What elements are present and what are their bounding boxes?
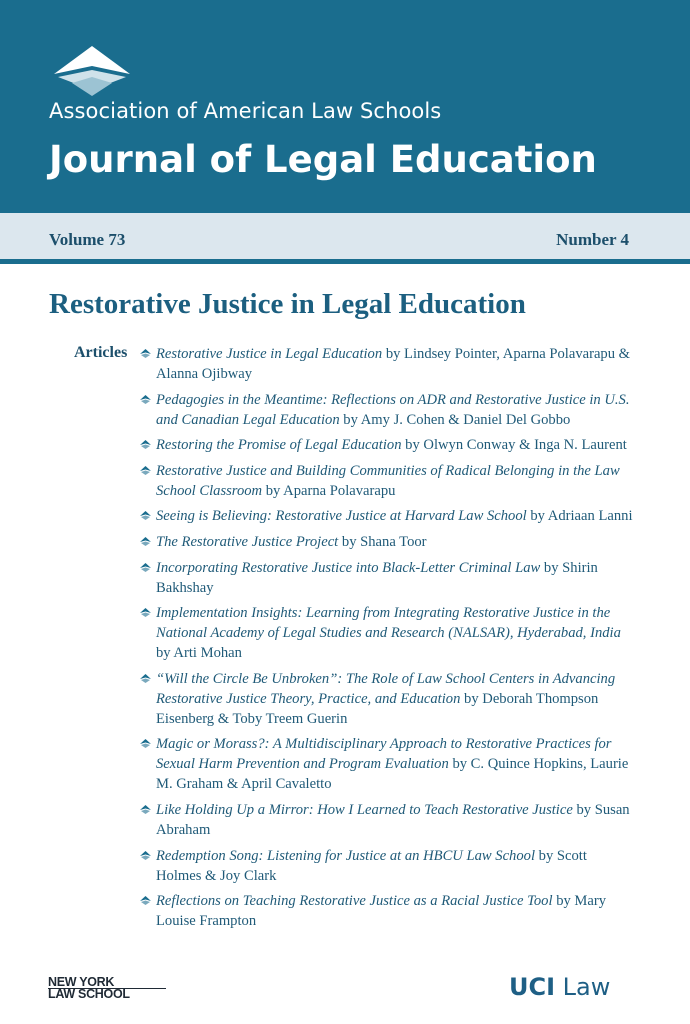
article-authors: by Lindsey Pointer, Aparna Polavarapu & Alanna Ojibway — [156, 346, 631, 382]
article-title: Restorative Justice in Legal Education — [156, 346, 383, 362]
article-item[interactable] — [140, 891, 635, 931]
article-authors: by Scott Holmes & Joy Clark — [156, 847, 587, 884]
article-title: Pedagogies in the Meantime: Reflections on ADR and Restorative Justice in U.S. and Canadian Legal Education — [156, 391, 630, 428]
bullet-icon — [140, 851, 151, 860]
uci-logo-bold: UCI — [509, 973, 556, 1001]
bullet-icon — [140, 805, 151, 814]
uci-law-logo — [509, 973, 610, 1001]
uci-logo-rest: Law — [562, 973, 611, 1001]
article-item[interactable] — [140, 800, 635, 840]
bullet-icon — [140, 896, 151, 905]
number-label: Number 4 — [556, 230, 629, 249]
article-authors: by Aparna Polavarapu — [265, 482, 396, 499]
article-title: Redemption Song: Listening for Justice at an HBCU Law School — [156, 847, 536, 864]
bullet-icon — [140, 608, 151, 617]
article-item[interactable] — [140, 532, 635, 552]
article-authors: by Deborah Thompson Eisenberg & Toby Treem Guerin — [156, 690, 599, 727]
bullet-icon — [140, 537, 151, 546]
bullet-icon — [140, 466, 151, 475]
article-authors: by Susan Abraham — [156, 801, 630, 838]
bullet-icon — [140, 563, 151, 572]
article-title: Seeing is Believing: Restorative Justice at Harvard Law School — [156, 508, 527, 525]
article-title: Restorative Justice and Building Communities of Radical Belonging in the Law School Classroom — [156, 462, 620, 499]
article-title: Like Holding Up a Mirror: How I Learned to Teach Restorative Justice — [156, 801, 573, 818]
article-item[interactable] — [140, 846, 635, 886]
nyls-logo — [48, 977, 166, 1000]
article-title: Restoring the Promise of Legal Education — [156, 437, 402, 454]
article-title: Reflections on Teaching Restorative Justice as a Racial Justice Tool — [156, 893, 553, 910]
article-item[interactable] — [140, 734, 635, 794]
article-authors: by Arti Mohan — [156, 645, 242, 662]
bullet-icon — [140, 739, 151, 748]
article-item[interactable] — [140, 603, 635, 663]
bullet-icon — [140, 440, 151, 449]
association-name: Association of American Law Schools — [49, 99, 442, 123]
article-authors: by Adriaan Lanni — [530, 508, 633, 525]
volume-label: Volume 73 — [49, 230, 126, 249]
article-item[interactable] — [140, 390, 635, 430]
bullet-icon — [140, 674, 151, 683]
book-logo-icon — [52, 44, 132, 98]
article-item[interactable] — [140, 435, 635, 455]
article-title: Incorporating Restorative Justice into Black-Letter Criminal Law — [156, 559, 541, 576]
article-title: “Will the Circle Be Unbroken”: The Role of Law School Centers in Advancing Restorative Justice Theory, Practice, and Education — [156, 670, 616, 707]
article-authors: by Mary Louise Frampton — [156, 893, 607, 930]
nyls-logo-line1: NEW YORK — [48, 975, 115, 989]
article-item[interactable] — [140, 344, 635, 384]
article-authors: by Olwyn Conway & Inga N. Laurent — [405, 437, 627, 454]
article-title: The Restorative Justice Project — [156, 533, 339, 550]
article-title: Magic or Morass?: A Multidisciplinary Approach to Restorative Practices for Sexual Harm Prevention and Program Evaluation — [156, 736, 612, 773]
bullet-icon — [140, 511, 151, 520]
issue-title: Restorative Justice in Legal Education — [49, 288, 526, 320]
bullet-icon — [140, 395, 151, 404]
article-authors: by Amy J. Cohen & Daniel Del Gobbo — [343, 411, 571, 428]
bullet-icon — [140, 349, 151, 358]
article-authors: by Shana Toor — [341, 533, 427, 550]
article-authors: by C. Quince Hopkins, Laurie M. Graham & April Cavaletto — [156, 756, 629, 793]
articles-label: Articles — [74, 344, 128, 361]
article-item[interactable] — [140, 558, 635, 598]
article-item[interactable] — [140, 461, 635, 501]
cover-header — [0, 0, 690, 213]
article-item[interactable] — [140, 506, 635, 526]
journal-title: Journal of Legal Education — [49, 138, 597, 181]
nyls-logo-line2: LAW SCHOOL — [48, 988, 166, 1000]
article-item[interactable] — [140, 669, 635, 729]
article-title: Implementation Insights: Learning from Integrating Restorative Justice in the National Academy of Legal Studies and Research (NALSAR), Hyderabad, India — [156, 605, 621, 642]
article-list — [140, 344, 635, 937]
article-authors: by Shirin Bakhshay — [156, 559, 598, 596]
divider-rule — [0, 259, 690, 264]
